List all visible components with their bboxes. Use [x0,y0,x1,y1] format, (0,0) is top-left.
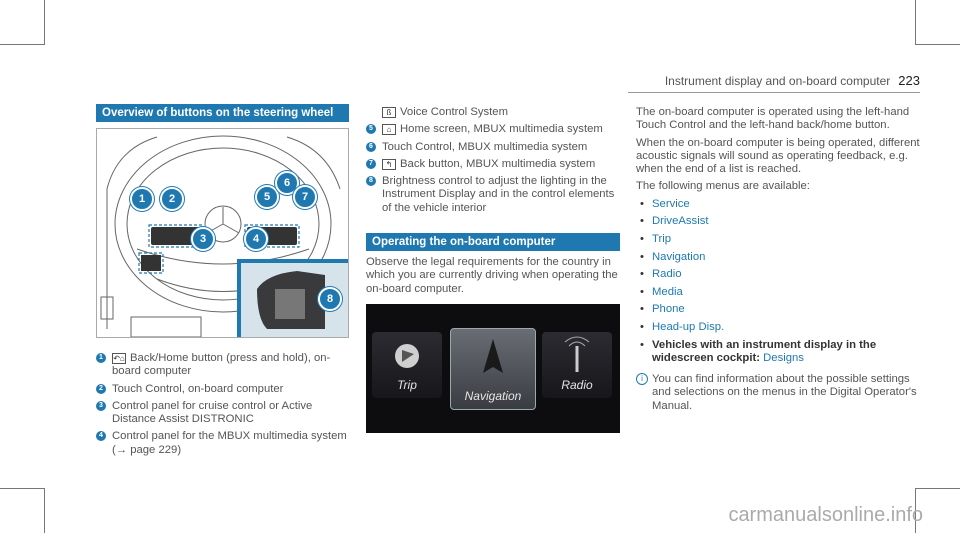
menu-link[interactable]: Navigation [652,250,706,263]
section-heading-buttons: Overview of buttons on the steering wheel [96,104,349,122]
list-item [366,106,620,119]
menu-link[interactable]: Media [652,285,683,298]
crop-mark [0,44,45,45]
item-text: Voice Control System [400,106,508,118]
menu-link[interactable]: Designs [763,351,804,364]
item-text: Brightness control to adjust the lighting in the Instrument Display and in the control elements of the vehicle interior [382,175,615,214]
navigation-icon [451,329,535,387]
item-number: 7 [366,159,376,169]
back-arrow-icon: ↰ [382,159,396,170]
menu-link[interactable]: Service [652,197,690,210]
tile-radio[interactable] [542,332,612,398]
callout-5: 5 [255,185,279,209]
list-item [366,123,620,136]
middle-item-list [366,106,620,219]
trip-icon [372,332,442,382]
menu-item [636,231,920,249]
back-home-icon: ↶⌂ [113,354,125,363]
list-item [96,430,349,457]
list-item [366,175,620,215]
page-number: 223 [898,73,920,88]
item-text: Back button, MBUX multimedia system [400,157,596,170]
right-column [636,106,920,417]
menu-link[interactable]: Head-up Disp. [652,320,725,333]
item-text: Home screen, MBUX multimedia system [400,123,603,136]
paragraph: When the on-board computer is being operated, different acoustic signals will sound as operating feedback, e.g. when the end of a list is reached. [636,136,920,176]
list-item [96,352,349,379]
item-number: 1 [96,353,106,363]
section-title: Instrument display and on-board computer [664,74,891,88]
list-item [96,383,349,396]
paragraph: The following menus are available: [636,180,810,193]
item-number: 5 [366,124,376,134]
section-heading-operating: Operating the on-board computer [366,233,620,251]
menu-item [636,213,920,231]
callout-6: 6 [275,171,299,195]
list-item [366,141,620,154]
tile-label: Navigation [464,389,522,403]
item-text: Touch Control, on-board computer [112,382,284,395]
radio-icon [542,332,612,382]
item-number: 8 [366,176,376,186]
menu-item-designs: • Vehicles with an instrument display in the widescreen cockpit: Designs [640,338,877,364]
operating-paragraph: Observe the legal requirements for the country in which you are currently driving when operating the on-board computer. [366,256,618,295]
crop-mark [0,488,45,489]
menu-item [636,249,920,267]
callout-8: 8 [318,287,342,311]
callout-7: 7 [293,185,317,209]
multimedia-screen [366,304,620,433]
steering-wheel-figure [96,128,349,338]
list-item [96,400,349,427]
watermark: carmanualsonline.info [728,504,923,526]
tile-label: Radio [561,378,593,392]
left-item-list [96,352,349,461]
info-icon: i [636,373,648,385]
callout-1: 1 [130,187,154,211]
menu-link[interactable]: Radio [652,268,682,281]
crop-mark [915,488,960,489]
menu-link[interactable]: Trip [652,232,672,245]
home-icon: ⌂ [382,124,396,135]
item-number: 6 [366,142,376,152]
item-number: 2 [96,384,106,394]
callout-4: 4 [244,227,268,251]
menu-link[interactable]: DriveAssist [652,215,709,228]
tile-trip[interactable] [372,332,442,398]
crop-mark [44,0,45,45]
menu-item [636,284,920,302]
callout-3: 3 [191,227,215,251]
menu-item [636,266,920,284]
item-number: 3 [96,401,106,411]
menu-item [636,196,920,214]
header-rule [628,92,920,93]
callout-2: 2 [160,187,184,211]
crop-mark [915,0,916,45]
item-number: 4 [96,431,106,441]
item-text: Touch Control, MBUX multimedia system [382,140,588,153]
item-text: Control panel for cruise control or Active Distance Assist DISTRONIC [112,399,313,426]
voice-control-icon: ß [382,107,396,118]
page-header [665,73,920,88]
crop-mark [44,488,45,533]
menu-link[interactable]: Phone [652,303,685,316]
steering-wheel-illustration [97,129,349,338]
paragraph: The on-board computer is operated using the left-hand Touch Control and the left-hand back/home button. [636,106,910,132]
menu-item [636,301,920,319]
menu-item [636,319,920,337]
item-text: Back/Home button (press and hold), on-board computer [112,352,331,378]
list-item [366,158,620,171]
item-text: Control panel for the MBUX multimedia system (→ page 229) [112,430,347,456]
tile-navigation[interactable] [450,328,536,410]
widescreen-condition: Vehicles with an instrument display in the widescreen cockpit: [652,338,877,364]
note [636,373,920,413]
crop-mark [915,44,960,45]
note-text: You can find information about the possible settings and selections on the menus in the Digital Operator's Manual. [652,373,917,412]
tile-label: Trip [397,378,417,392]
